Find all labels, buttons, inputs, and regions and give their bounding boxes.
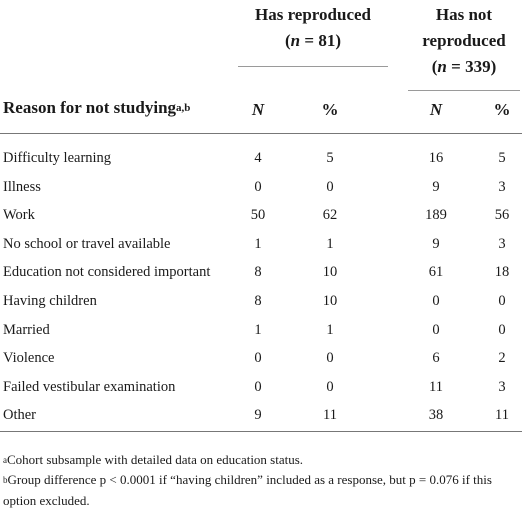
cell-n-reproduced: 1 (254, 321, 262, 338)
table-row (0, 258, 522, 286)
cell-n-reproduced: 4 (254, 150, 262, 166)
table-row (0, 373, 522, 401)
column-header-n: N (429, 100, 443, 119)
cell-n-not-reproduced: 38 (428, 407, 444, 424)
group-title-line2: reproduced (422, 31, 506, 50)
row-header-label: Reason for not studying$^{a,b}$ (3, 98, 191, 117)
row-label: Difficulty learning (3, 150, 112, 166)
cell-n-reproduced: 1 (254, 235, 262, 252)
row-label: Work (3, 207, 35, 224)
cell-n-not-reproduced: 0 (432, 321, 440, 338)
group-rule (238, 66, 388, 67)
cell-percent-reproduced: 1 (326, 321, 334, 338)
group-sample-size: (n = 81) (285, 31, 341, 50)
table-row (0, 144, 522, 172)
cell-n-not-reproduced: 9 (432, 235, 440, 252)
cell-percent-not-reproduced: 2 (498, 350, 506, 367)
group-title: Has not (435, 5, 493, 24)
cell-n-not-reproduced: 61 (428, 264, 444, 281)
column-header-percent: % (493, 100, 511, 119)
cell-n-reproduced: 0 (254, 178, 262, 195)
table-row (0, 173, 522, 201)
cell-percent-not-reproduced: 5 (498, 150, 506, 166)
row-label: Violence (3, 350, 55, 367)
cell-n-reproduced: 0 (254, 350, 262, 367)
cell-percent-not-reproduced: 11 (495, 407, 509, 424)
cell-n-reproduced: 0 (254, 378, 262, 395)
column-header-percent: % (321, 100, 339, 119)
footnote-a: $^a$Cohort subsample with detailed data on education status. (3, 452, 304, 467)
table-row (0, 401, 522, 429)
bottom-rule (0, 431, 522, 432)
cell-percent-reproduced: 0 (326, 378, 334, 395)
table-row (0, 201, 522, 229)
row-label: Having children (3, 293, 97, 309)
header-rule (0, 133, 522, 134)
row-label: No school or travel available (3, 235, 171, 252)
cell-percent-not-reproduced: 0 (498, 293, 506, 309)
cell-n-reproduced: 50 (250, 207, 266, 224)
row-label: Married (3, 321, 50, 338)
row-label: Failed vestibular examination (3, 378, 176, 395)
cell-percent-reproduced: 10 (322, 293, 338, 309)
table-row (0, 344, 522, 372)
cell-n-not-reproduced: 16 (428, 150, 444, 166)
cell-percent-reproduced: 1 (326, 235, 334, 252)
column-group-has-reproduced (236, 2, 390, 54)
cell-n-not-reproduced: 9 (432, 178, 440, 195)
table-row (0, 230, 522, 258)
group-sample-size: (n = 339) (431, 57, 497, 76)
group-title: Has reproduced (254, 5, 372, 24)
cell-percent-not-reproduced: 3 (498, 235, 506, 252)
cell-percent-not-reproduced: 3 (498, 178, 506, 195)
cell-n-reproduced: 8 (254, 293, 262, 309)
cell-percent-not-reproduced: 0 (498, 321, 506, 338)
cell-percent-reproduced: 0 (326, 350, 334, 367)
table-row (0, 287, 522, 315)
cell-percent-reproduced: 0 (326, 178, 334, 195)
row-label: Education not considered important (3, 264, 211, 281)
cell-n-not-reproduced: 6 (432, 350, 440, 367)
cell-n-reproduced: 9 (254, 407, 262, 424)
footnote-b: $^b$Group difference p < 0.0001 if “having children” included as a response, but p = 0.076 if this option excluded. (3, 472, 492, 508)
row-label: Illness (3, 178, 41, 195)
cell-n-not-reproduced: 189 (425, 207, 447, 224)
table-row (0, 316, 522, 344)
cell-percent-reproduced: 11 (323, 407, 337, 424)
cell-n-not-reproduced: 11 (429, 378, 443, 395)
cell-n-reproduced: 8 (254, 264, 262, 281)
column-header-n: N (251, 100, 265, 119)
cell-percent-reproduced: 62 (322, 207, 338, 224)
cell-percent-reproduced: 10 (322, 264, 338, 281)
cell-percent-not-reproduced: 18 (494, 264, 510, 281)
cell-percent-reproduced: 5 (326, 150, 334, 166)
cell-percent-not-reproduced: 3 (498, 378, 506, 395)
group-rule (408, 90, 520, 91)
column-group-has-not-reproduced (406, 2, 522, 80)
cell-n-not-reproduced: 0 (432, 293, 440, 309)
row-label: Other (3, 407, 37, 424)
cell-percent-not-reproduced: 56 (494, 207, 510, 224)
